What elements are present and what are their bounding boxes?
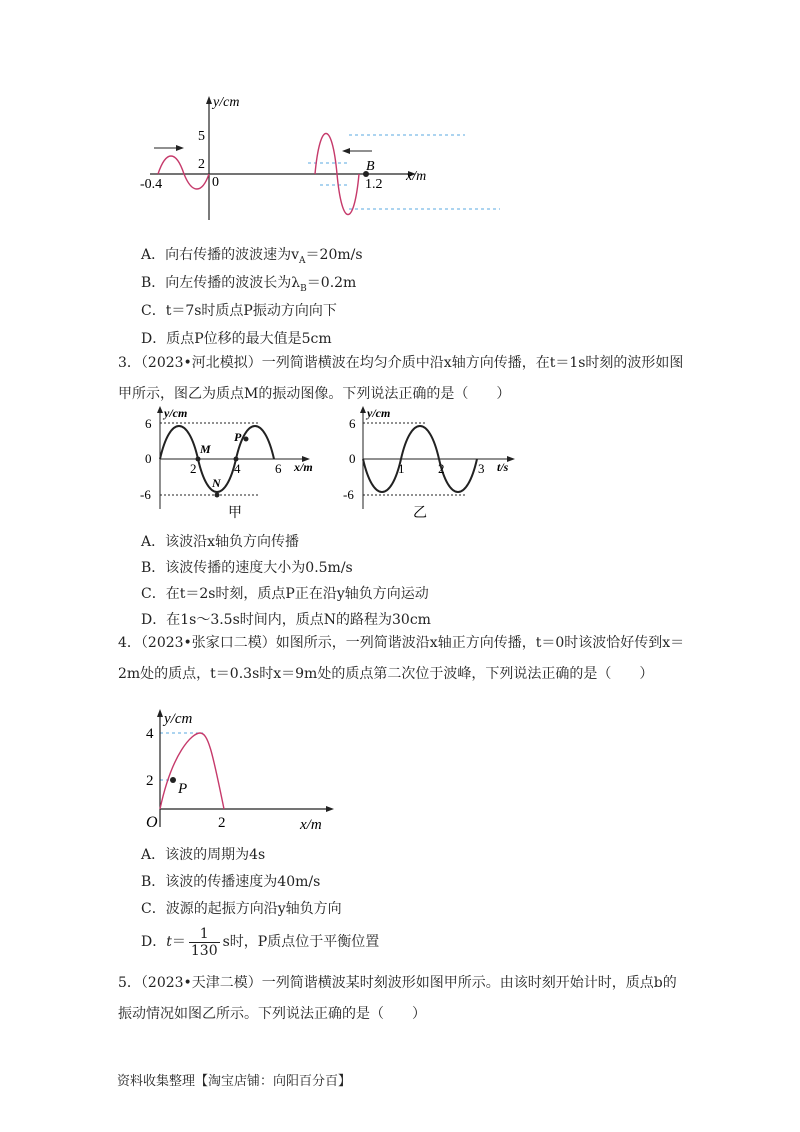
svg-text:6: 6 [349, 416, 356, 431]
svg-text:M: M [200, 442, 211, 456]
svg-text:P: P [178, 781, 188, 797]
q5-stem: 5．（2023•天津二模）一列简谐横波某时刻波形如图甲所示。由该时刻开始计时，质点b的振动情况如图乙所示。下列说法正确的是（ ） [118, 975, 677, 1022]
footer-source: 资料收集整理【淘宝店铺：向阳百分百】 [117, 1074, 352, 1089]
x-axis-label: x/m [406, 169, 427, 184]
wave-figure-1 [140, 90, 440, 220]
y-label: y/cm [164, 711, 193, 727]
svg-text:4: 4 [146, 726, 154, 742]
tick-1-2: 1.2 [365, 177, 383, 192]
svg-text:y/cm: y/cm [367, 406, 391, 420]
svg-text:-6: -6 [343, 487, 354, 502]
svg-text:2: 2 [218, 815, 226, 831]
q4-option-b: B．该波的传播速度为40m/s [141, 874, 321, 890]
svg-text:3: 3 [478, 461, 485, 476]
q3-option-d: D．在1s～3.5s时间内，质点N的路程为30cm [141, 612, 431, 628]
caption-yi: 乙 [413, 506, 427, 521]
q2-option-d: D．质点P位移的最大值是5cm [141, 331, 332, 347]
x-label: x/m [300, 817, 322, 833]
svg-text:N: N [212, 476, 221, 490]
svg-text:O: O [146, 814, 158, 831]
tick-neg-0-4: -0.4 [140, 177, 163, 192]
q4-figure [140, 705, 340, 835]
svg-text:t/s: t/s [497, 460, 509, 474]
left-arrow-head [342, 148, 350, 154]
q4-option-a: A．该波的周期为4s [141, 847, 266, 863]
y-label: y/cm [164, 406, 188, 420]
svg-text:6: 6 [275, 461, 282, 476]
tick-5: 5 [198, 129, 205, 144]
tick-2: 2 [198, 157, 205, 172]
svg-text:1: 1 [398, 461, 405, 476]
svg-text:-6: -6 [140, 487, 151, 502]
point-P [170, 777, 176, 783]
point-P [244, 437, 249, 442]
q4-stem: 4．（2023•张家口二模）如图所示，一列简谐波沿x轴正方向传播，t＝0时该波恰好传到x＝2m处的质点，t＝0.3s时x＝9m处的质点第二次位于波峰，下列说法正确的是（ ） [118, 635, 685, 682]
q3-option-c: C．在t＝2s时刻，质点P正在沿y轴负方向运动 [141, 586, 429, 602]
svg-text:2: 2 [146, 773, 154, 789]
svg-text:P: P [234, 430, 242, 444]
q3-figure-a [140, 405, 330, 520]
point-B-label: B [366, 159, 375, 174]
y-axis-arrow [206, 96, 212, 104]
caption-jia: 甲 [228, 506, 242, 521]
point-N [215, 493, 220, 498]
x-label: x/m [294, 460, 313, 474]
q2-option-c: C．t＝7s时质点P振动方向向下 [141, 303, 337, 319]
fraction: $\frac{1}{130}$ [190, 925, 218, 959]
right-arrow-head [176, 145, 184, 151]
q4-option-c: C．波源的起振方向沿y轴负方向 [141, 901, 342, 917]
q2-option-a: A．向右传播的波波速为$v_A=20m/s$ [141, 247, 363, 266]
q4-option-d: D．t＝ $\frac{1}{130}$ s时，P质点位于平衡位置 [141, 925, 380, 959]
y-axis-label: y/cm [213, 95, 240, 110]
svg-text:4: 4 [234, 461, 241, 476]
svg-text:0: 0 [145, 451, 152, 466]
svg-text:2: 2 [190, 461, 197, 476]
q3-stem: 3．（2023•河北模拟）一列简谐横波在均匀介质中沿x轴方向传播，在t＝1s时刻的波形如图甲所示，图乙为质点M的振动图像。下列说法正确的是（ ） [118, 355, 684, 402]
svg-text:2: 2 [438, 461, 445, 476]
wave-curve [160, 733, 224, 809]
svg-text:6: 6 [145, 416, 152, 431]
svg-text:0: 0 [349, 451, 356, 466]
q3-option-a: A．该波沿x轴负方向传播 [141, 534, 300, 550]
q3-option-b: B．该波传播的速度大小为0.5m/s [141, 560, 353, 576]
q2-option-b: B．向左传播的波波长为$\lambda_B=0.2m$ [141, 275, 357, 294]
origin-label: 0 [212, 175, 219, 190]
q3-figure-b [345, 405, 525, 520]
